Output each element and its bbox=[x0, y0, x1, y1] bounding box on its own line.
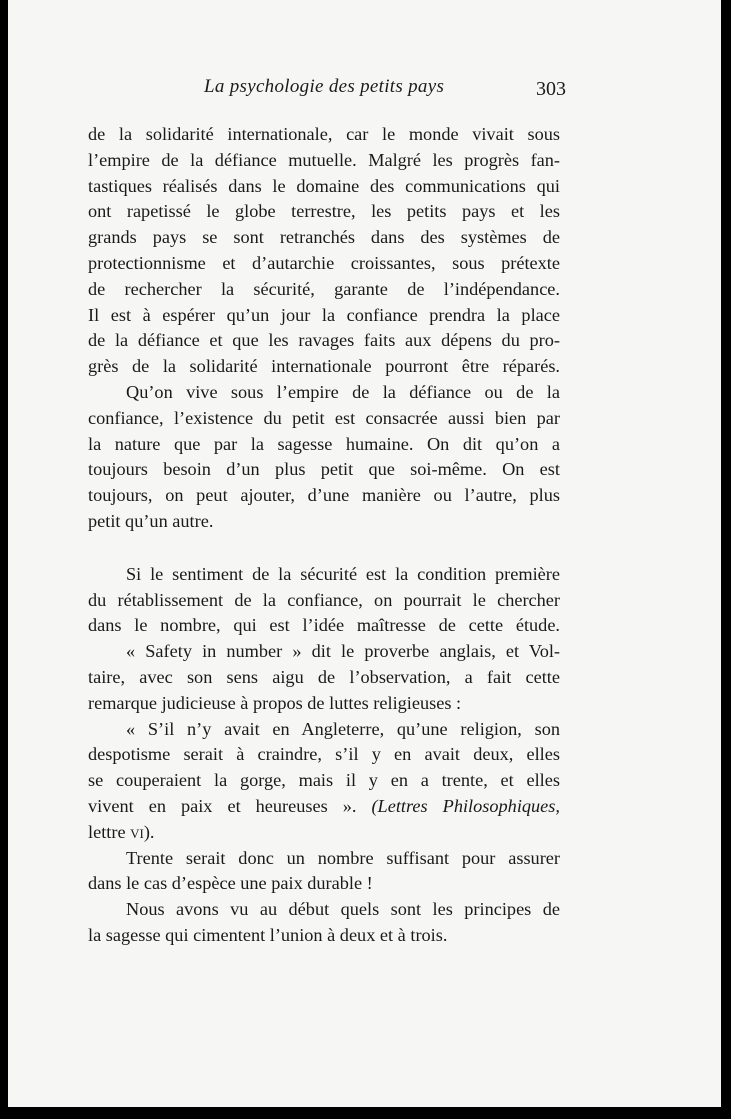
text-fragment: ). bbox=[143, 821, 155, 842]
text-line: protectionnisme et d’autarchie croissantes, sous prétexte bbox=[88, 252, 560, 273]
letter-number: vi bbox=[130, 821, 144, 842]
text-line: du rétablissement de la confiance, on pourrait le chercher bbox=[88, 589, 560, 610]
running-title: La psychologie des petits pays bbox=[204, 76, 445, 97]
text-line: Trente serait donc un nombre suffisant pour assurer bbox=[126, 847, 560, 868]
text-line: toujours besoin d’un plus petit que soi-même. On est bbox=[88, 459, 560, 480]
body-text bbox=[88, 122, 560, 949]
text-line-with-citation bbox=[88, 794, 560, 820]
text-line: de la défiance et que les ravages faits aux dépens du pro- bbox=[88, 330, 560, 351]
text-line: l’empire de la défiance mutuelle. Malgré les progrès fan- bbox=[88, 149, 560, 170]
text-line: ont rapetissé le globe terrestre, les petits pays et les bbox=[88, 201, 560, 222]
book-page bbox=[8, 0, 721, 1107]
text-line: Il est à espérer qu’un jour la confiance prendra la place bbox=[88, 304, 560, 325]
text-line: grands pays se sont retranchés dans des systèmes de bbox=[88, 227, 560, 248]
page-number: 303 bbox=[536, 78, 566, 100]
text-line: Si le sentiment de la sécurité est la condition première bbox=[126, 563, 560, 584]
text-line: la sagesse qui cimentent l’union à deux et à trois. bbox=[88, 924, 448, 945]
text-line: « Safety in number » dit le proverbe anglais, et Vol- bbox=[126, 641, 560, 662]
text-fragment: vivent en paix et heureuses ». bbox=[88, 795, 372, 816]
text-line: grès de la solidarité internationale pourront être réparés. bbox=[88, 356, 560, 377]
book-citation: (Lettres Philosophiques, bbox=[371, 795, 560, 816]
text-line: « S’il n’y avait en Angleterre, qu’une religion, son bbox=[126, 718, 560, 739]
text-line: toujours, on peut ajouter, d’une manière ou l’autre, plus bbox=[88, 485, 560, 506]
text-line: despotisme serait à craindre, s’il y en avait deux, elles bbox=[88, 744, 560, 765]
text-line bbox=[88, 820, 560, 846]
text-line: Nous avons vu au début quels sont les principes de bbox=[126, 899, 560, 920]
text-line: Qu’on vive sous l’empire de la défiance ou de la bbox=[126, 381, 560, 402]
text-line: taire, avec son sens aigu de l’observation, a fait cette bbox=[88, 666, 560, 687]
section-gap bbox=[88, 535, 560, 562]
text-line: se couperaient la gorge, mais il y en a trente, et elles bbox=[88, 770, 560, 791]
page-header bbox=[8, 76, 721, 104]
text-line: la nature que par la sagesse humaine. On dit qu’on a bbox=[88, 433, 560, 454]
text-line: de la solidarité internationale, car le monde vivait sous bbox=[88, 124, 560, 144]
text-line: tastiques réalisés dans le domaine des communications qui bbox=[88, 175, 560, 196]
text-line: remarque judicieuse à propos de luttes religieuses : bbox=[88, 692, 462, 713]
text-line: de rechercher la sécurité, garante de l’indépendance. bbox=[88, 278, 560, 299]
text-line: dans le nombre, qui est l’idée maîtresse de cette étude. bbox=[88, 615, 560, 636]
text-line: dans le cas d’espèce une paix durable ! bbox=[88, 873, 373, 894]
text-line: confiance, l’existence du petit est consacrée aussi bien par bbox=[88, 407, 560, 428]
text-line: petit qu’un autre. bbox=[88, 510, 214, 531]
text-fragment: lettre bbox=[88, 821, 131, 842]
